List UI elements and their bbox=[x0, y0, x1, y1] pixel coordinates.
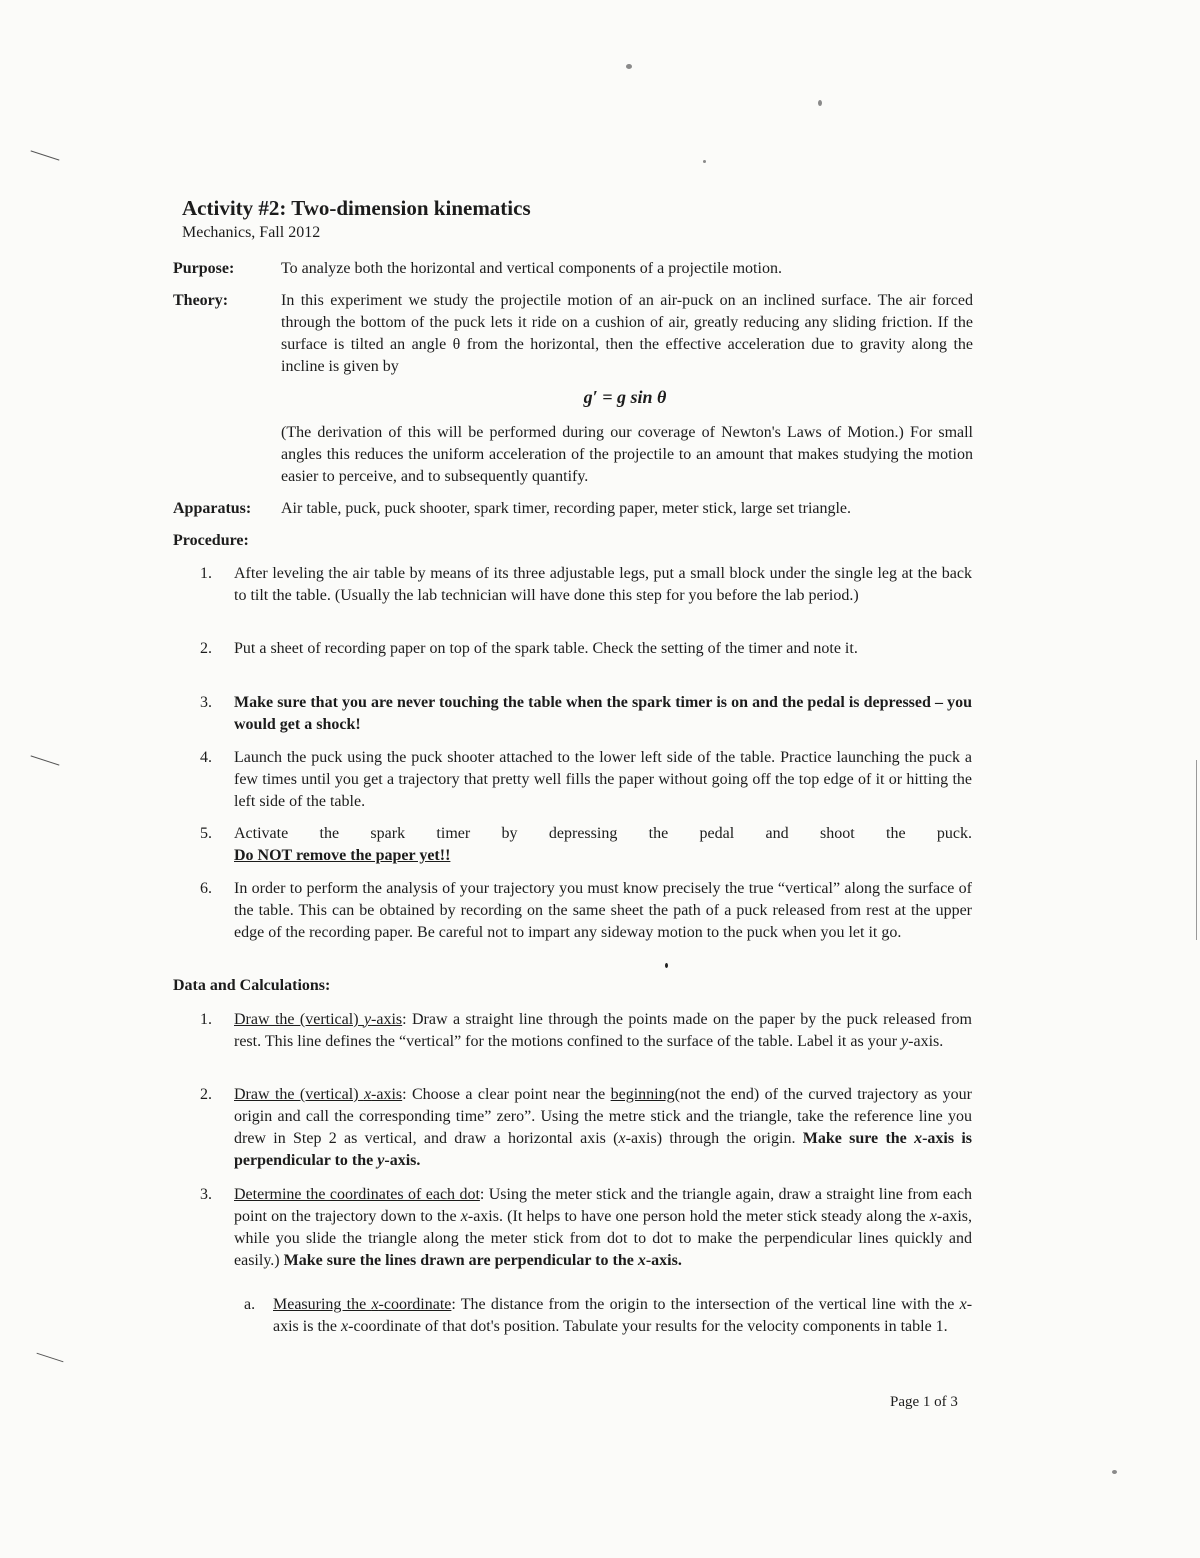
lead-text: Draw the (vertical) bbox=[234, 1086, 364, 1103]
theory-label: Theory: bbox=[173, 292, 229, 309]
step-text: : Draw a straight line through the points made on the paper by the puck released from rest. This line defines the “vertical” for the motions confined to the surface of the table. Label it as your bbox=[234, 1011, 973, 1050]
document-subtitle: Mechanics, Fall 2012 bbox=[182, 224, 321, 241]
substep-var: x bbox=[959, 1296, 967, 1313]
lead-text: Draw the (vertical) bbox=[234, 1011, 364, 1028]
equation: g′ = g sin θ bbox=[583, 387, 667, 407]
step-body bbox=[234, 823, 972, 845]
bold-text: -axis. bbox=[384, 1152, 421, 1169]
step-text: After leveling the air table by means of its three adjustable legs, put a small block under the single leg at the back to tilt the table. (Usually the lab technician will have done this step for you before the lab period.) bbox=[234, 565, 972, 604]
lead-var: x bbox=[371, 1296, 379, 1313]
step-var: x bbox=[618, 1130, 626, 1147]
bold-var: x bbox=[914, 1130, 923, 1147]
purpose-label: Purpose: bbox=[173, 260, 235, 277]
step-text: -axis) through the origin. bbox=[625, 1130, 803, 1147]
lead-end: -axis bbox=[371, 1011, 403, 1028]
step-text: -axis, while you slide the triangle along the meter stick from dot to dot to make the perpendicular lines quickly and easily.) bbox=[234, 1208, 973, 1269]
step-body bbox=[234, 1084, 972, 1172]
document-title: Activity #2: Two-dimension kinematics bbox=[182, 196, 531, 220]
step-lead bbox=[234, 1086, 402, 1103]
step-emphasis bbox=[284, 1252, 682, 1269]
step-text: (not the end) of the curved trajectory as your origin and call the corresponding time” zero”. Using the metre stick and the triangle, take the reference line you drew in Step 2 as vertical, and draw a horizontal axis ( bbox=[234, 1086, 973, 1147]
step-warning: Do NOT remove the paper yet!! bbox=[234, 847, 451, 864]
substep-var: x bbox=[341, 1318, 349, 1335]
step-text: : Choose a clear point near the bbox=[402, 1086, 611, 1103]
lead-var: x bbox=[363, 1086, 372, 1103]
bold-text: Make sure the bbox=[802, 1130, 915, 1147]
lead-var: y bbox=[363, 1011, 372, 1028]
step-number: 2. bbox=[200, 640, 212, 657]
apparatus-text: Air table, puck, puck shooter, spark timer, recording paper, meter stick, large set triangle. bbox=[281, 500, 852, 517]
step-number: 1. bbox=[200, 1011, 212, 1028]
step-number: 4. bbox=[200, 749, 212, 766]
apparatus-label: Apparatus: bbox=[173, 500, 252, 517]
step-body bbox=[234, 1184, 972, 1272]
lead-end: -coordinate bbox=[378, 1296, 452, 1313]
step-number: 3. bbox=[200, 694, 212, 711]
bold-var: y bbox=[377, 1152, 385, 1169]
step-number: 6. bbox=[200, 880, 212, 897]
substep-lead bbox=[273, 1296, 451, 1313]
substep-text: -coordinate of that dot's position. Tabulate your results for the velocity components in table 1. bbox=[348, 1318, 948, 1335]
step-text: Make sure that you are never touching the table when the spark timer is on and the pedal is depressed – you would get a shock! bbox=[234, 694, 972, 733]
substep-body bbox=[273, 1294, 972, 1338]
step-text: : Using the meter stick and the triangle again, draw a straight line from each point on the trajectory down to the bbox=[234, 1186, 973, 1225]
procedure-heading: Procedure: bbox=[173, 532, 249, 549]
theory-note-text: (The derivation of this will be performed during our coverage of Newton's Laws of Motion.) For small angles this reduces the uniform acceleration of the projectile to an amount that makes studying the motion easier to perceive, and to subsequently quantify. bbox=[281, 424, 973, 485]
bold-text: Make sure the lines drawn are perpendicular to the bbox=[283, 1252, 638, 1269]
step-text: Launch the puck using the puck shooter attached to the lower left side of the table. Practice launching the puck a few times until you get a trajectory that pretty well fills the paper without going off the top edge of it or hitting the left side of the table. bbox=[234, 749, 972, 810]
step-text: Activate the spark timer by depressing the pedal and shoot the puck. bbox=[234, 825, 972, 842]
step-lead bbox=[234, 1011, 402, 1028]
purpose-text: To analyze both the horizontal and vertical components of a projectile motion. bbox=[281, 260, 782, 277]
step-var: x bbox=[929, 1208, 937, 1225]
step-var: x bbox=[460, 1208, 468, 1225]
theory-text: In this experiment we study the projectile motion of an air-puck on an inclined surface. The air forced through the bottom of the puck lets it ride on a cushion of air, greatly reducing any sliding friction. If the surface is tilted an angle θ from the horizontal, then the effective acceleration due to gravity along the incline is given by bbox=[281, 292, 973, 375]
bold-var: x bbox=[637, 1252, 646, 1269]
page-number: Page 1 of 3 bbox=[890, 1394, 958, 1410]
step-number: 3. bbox=[200, 1186, 212, 1203]
lead-end: -axis bbox=[371, 1086, 403, 1103]
step-lead: Determine the coordinates of each dot bbox=[234, 1186, 480, 1203]
step-number: 2. bbox=[200, 1086, 212, 1103]
step-number: 1. bbox=[200, 565, 212, 582]
data-calculations-heading: Data and Calculations: bbox=[173, 977, 331, 994]
step-text: -axis. bbox=[908, 1033, 944, 1050]
substep-letter: a. bbox=[244, 1296, 256, 1313]
bold-text: -axis. bbox=[645, 1252, 682, 1269]
bold-text: -axis is perpendicular to the bbox=[234, 1130, 973, 1169]
step-var: y bbox=[901, 1033, 909, 1050]
step-body bbox=[234, 1009, 972, 1053]
substep-text: -axis is the bbox=[273, 1296, 973, 1335]
step-text: In order to perform the analysis of your trajectory you must know precisely the true “vertical” along the surface of the table. This can be obtained by recording on the same sheet the path of a puck released from rest at the upper edge of the recording paper. Be careful not to impart any sideway motion to the puck when you let it go. bbox=[234, 880, 972, 941]
step-number: 5. bbox=[200, 825, 212, 842]
step-text: -axis. (It helps to have one person hold the meter stick steady along the bbox=[467, 1208, 930, 1225]
substep-text: : The distance from the origin to the intersection of the vertical line with the bbox=[451, 1296, 960, 1313]
step-underlined: beginning bbox=[610, 1086, 675, 1103]
step-text: Put a sheet of recording paper on top of the spark table. Check the setting of the timer and note it. bbox=[234, 640, 858, 657]
lead-text: Measuring the bbox=[273, 1296, 372, 1313]
